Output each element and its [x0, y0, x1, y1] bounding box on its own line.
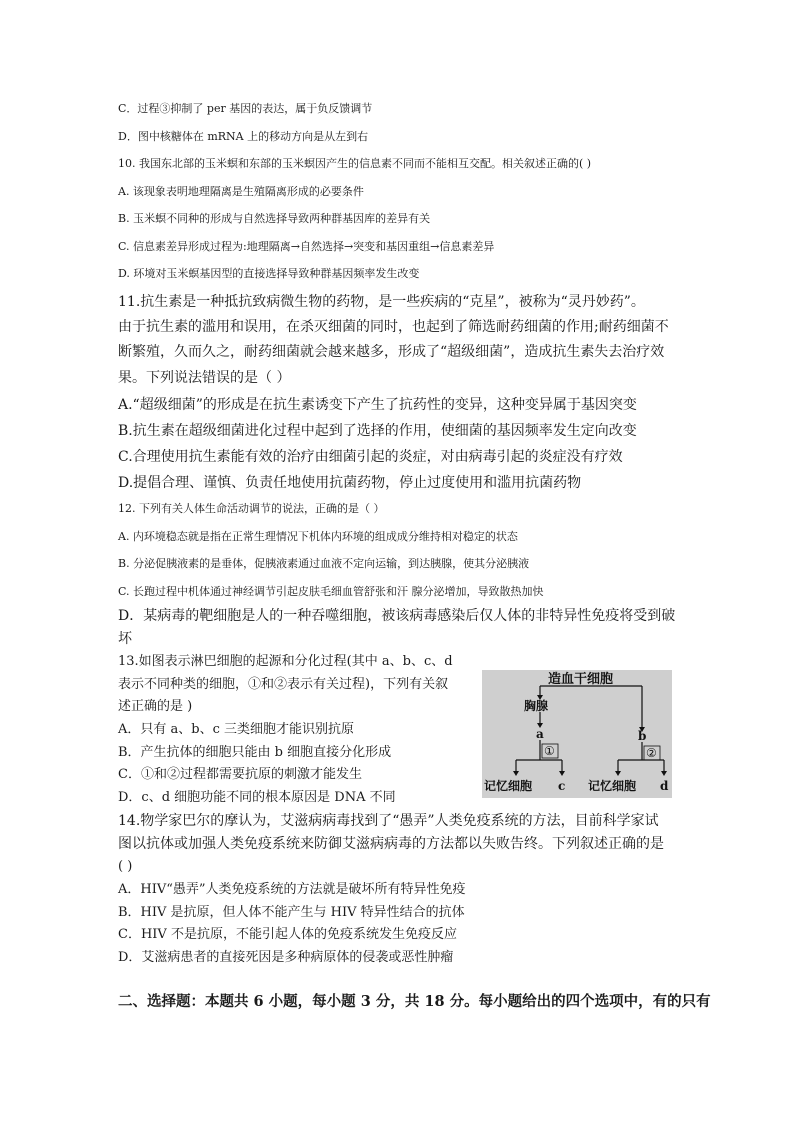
- q12-stem: 12. 下列有关人体生命活动调节的说法，正确的是（ ）: [118, 502, 385, 515]
- q14-option-c: C．HIV 不是抗原，不能引起人体的免疫系统发生免疫反应: [118, 927, 457, 942]
- q10-option-c: C. 信息素差异形成过程为:地理隔离→自然选择→突变和基因重组→信息素差异: [118, 240, 495, 253]
- q9-option-d: D．图中核糖体在 mRNA 上的移动方向是从左到右: [118, 130, 369, 143]
- q12-option-d: D．某病毒的靶细胞是人的一种吞噬细胞，被该病毒感染后仅人体的非特异性免疫将受到破: [118, 608, 676, 624]
- thymus-label: 胸腺: [524, 699, 549, 713]
- q12-option-a: A. 内环境稳态就是指在正常生理情况下机体内环境的组成成分维持相对稳定的状态: [118, 530, 518, 543]
- process-1-label: ①: [544, 744, 555, 758]
- q13-option-b: B．产生抗体的细胞只能由 b 细胞直接分化形成: [118, 745, 392, 760]
- q11-stem-line4: 果。下列说法错误的是（ ）: [118, 370, 291, 386]
- q14-option-b: B．HIV 是抗原，但人体不能产生与 HIV 特异性结合的抗体: [118, 905, 465, 920]
- cell-a-label: a: [536, 727, 544, 741]
- q11-option-c: C.合理使用抗生素能有效的治疗由细菌引起的炎症，对由病毒引起的炎症没有疗效: [118, 449, 623, 465]
- cell-c-label: c: [558, 779, 566, 793]
- q13-option-a: A．只有 a、b、c 三类细胞才能识别抗原: [118, 722, 355, 737]
- q11-stem-line2: 由于抗生素的滥用和误用，在杀灭细菌的同时，也起到了筛选耐药细菌的作用;耐药细菌不: [118, 319, 669, 335]
- q13-stem-line3: 述正确的是 ): [118, 699, 193, 714]
- cell-d-label: d: [660, 779, 669, 793]
- q14-option-d: D．艾滋病患者的直接死因是多种病原体的侵袭或恶性肿瘤: [118, 950, 454, 965]
- lymphocyte-diagram-svg: [482, 670, 672, 798]
- q13-option-d: D．c、d 细胞功能不同的根本原因是 DNA 不同: [118, 790, 396, 805]
- lymphocyte-diagram: [482, 670, 672, 798]
- q13-stem-line1: 13.如图表示淋巴细胞的起源和分化过程(其中 a、b、c、d: [118, 654, 453, 669]
- q11-stem-line1: 11.抗生素是一种抵抗致病微生物的药物，是一些疾病的“克星”，被称为“灵丹妙药”。: [118, 294, 645, 310]
- cell-b-label: b: [638, 729, 647, 743]
- q13-option-c: C．①和②过程都需要抗原的刺激才能发生: [118, 767, 362, 782]
- diagram-labels: [484, 671, 669, 793]
- q14-option-a: A．HIV“愚弄”人类免疫系统的方法就是破坏所有特异性免疫: [118, 882, 466, 897]
- q14-stem-line3: ( ): [118, 859, 133, 874]
- q14-stem-line2: 图以抗体或加强人类免疫系统来防御艾滋病病毒的方法都以失败告终。下列叙述正确的是: [118, 836, 664, 852]
- q11-option-b: B.抗生素在超级细菌进化过程中起到了选择的作用，使细菌的基因频率发生定向改变: [118, 423, 637, 439]
- memory-cell-left-label: 记忆细胞: [484, 779, 533, 793]
- q10-option-a: A. 该现象表明地理隔离是生殖隔离形成的必要条件: [118, 185, 364, 198]
- memory-cell-right-label: 记忆细胞: [588, 779, 637, 793]
- arrowhead: [513, 771, 519, 776]
- arrowhead: [661, 771, 667, 776]
- arrowhead: [615, 771, 621, 776]
- q10-stem: 10. 我国东北部的玉米螟和东部的玉米螟因产生的信息素不同而不能相互交配。相关叙述正确的( ): [118, 157, 592, 170]
- q12-option-c: C. 长跑过程中机体通过神经调节引起皮肤毛细血管舒张和汗 腺分泌增加，导致散热加快: [118, 585, 544, 598]
- root-cell-label: 造血干细胞: [548, 672, 614, 687]
- q14-stem-line1: 14.物学家巴尔的摩认为，艾滋病病毒找到了“愚弄”人类免疫系统的方法，目前科学家试: [118, 813, 659, 829]
- q11-stem-line3: 断繁殖，久而久之，耐药细菌就会越来越多，形成了“超级细菌”，造成抗生素失去治疗效: [118, 344, 665, 360]
- q10-option-d: D. 环境对玉米螟基因型的直接选择导致种群基因频率发生改变: [118, 267, 420, 280]
- q11-option-d: D.提倡合理、谨慎、负责任地使用抗菌药物，停止过度使用和滥用抗菌药物: [118, 475, 582, 491]
- q13-stem-line2: 表示不同种类的细胞，①和②表示有关过程)，下列有关叙: [118, 677, 449, 692]
- arrowhead: [559, 771, 565, 776]
- section-2-heading: 二、选择题：本题共 6 小题，每小题 3 分，共 18 分。每小题给出的四个选项中，有的只有: [118, 993, 711, 1010]
- q10-option-b: B. 玉米螟不同种的形成与自然选择导致两种群基因库的差异有关: [118, 212, 431, 225]
- q11-option-a: A.“超级细菌”的形成是在抗生素诱变下产生了抗药性的变异，这种变异属于基因突变: [118, 397, 637, 413]
- q12-option-b: B. 分泌促胰液素的是垂体，促胰液素通过血液不定向运输，到达胰腺，使其分泌胰液: [118, 557, 530, 570]
- q12-option-d-cont: 坏: [118, 631, 132, 647]
- q9-option-c: C．过程③抑制了 per 基因的表达，属于负反馈调节: [118, 102, 373, 115]
- process-labels: [544, 744, 657, 760]
- process-2-label: ②: [646, 746, 657, 760]
